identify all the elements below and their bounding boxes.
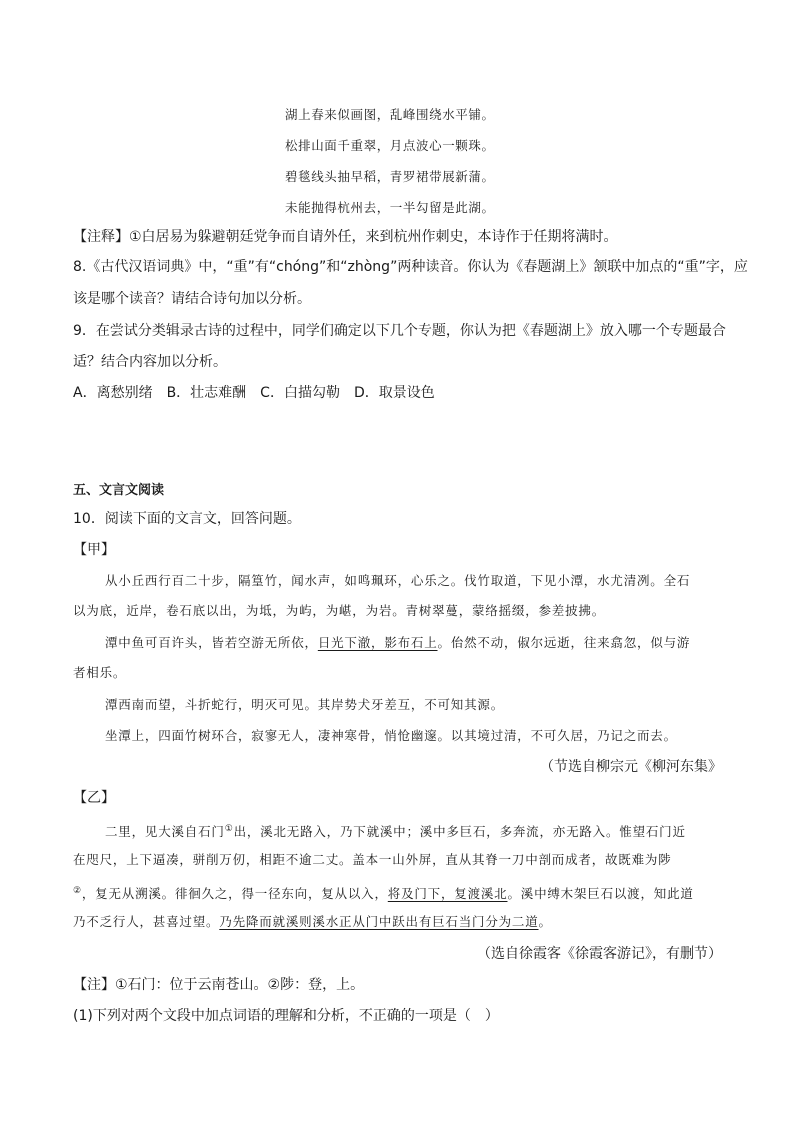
- passage-jia-p1-line1: 从小丘西行百二十步，隔篁竹，闻水声，如鸣珮环，心乐之。伐竹取道，下见小潭，水尤清冽。全石: [105, 573, 691, 588]
- passage-yi-line2: 在咫尺，上下逼凑，骈削万仞，相距不逾二丈。盖本一山外屏，直从其脊一刀中剖而成者，故既难为陟: [73, 852, 672, 867]
- passage-yi-line3: [73, 876, 722, 909]
- question-10: 10．阅读下面的文言文，回答问题。: [73, 511, 301, 527]
- underlined-sentence: 乃先降而就溪则溪水正从门中跃出有巨石当门分为二道: [219, 914, 539, 929]
- passage-text: 二里，见大溪自石门: [105, 824, 225, 839]
- poem-note: 【注释】①白居易为躲避朝廷党争而自请外任，来到杭州作刺史，本诗作于任期将满时。: [73, 229, 618, 245]
- question-9-line1: 9．在尝试分类辑录古诗的过程中，同学们确定以下几个专题，你认为把《春题湖上》放入哪一个专题最合: [73, 323, 726, 339]
- passage-jia-p2-line1: [105, 628, 722, 658]
- poem-line: 松排山面千重翠，月点波心一颗珠。: [285, 138, 495, 153]
- passage-text: 。佁然不动，俶尔远逝，往来翕忽，似与游: [437, 635, 691, 650]
- passage-jia-p4: 坐潭上，四面竹树环合，寂寥无人，凄神寒骨，悄怆幽邃。以其境过清，不可久居，乃记之而去。: [105, 728, 677, 743]
- footnote-marker: ①: [224, 824, 234, 834]
- annotation-note: 【注】①石门：位于云南苍山。②陟：登，上。: [73, 977, 365, 993]
- question-9-options: A．离愁别绪 B．壮志难酬 C．白描勾勒 D．取景设色: [73, 385, 435, 401]
- passage-text: 。溪中缚木架巨石以渡，知此道: [507, 886, 694, 901]
- passage-yi-line4: [73, 907, 722, 937]
- passage-text: 潭中鱼可百许头，皆若空游无所依，: [105, 635, 318, 650]
- question-8-line1: 8.《古代汉语词典》中，“重”有“chóng”和“zhòng”两种读音。你认为《春题湖上》颔联中加点的“重”字，应: [73, 259, 748, 275]
- question-8-line2: 该是哪个读音？请结合诗句加以分析。: [73, 291, 311, 307]
- passage-jia-p3: 潭西南而望，斗折蛇行，明灭可见。其岸势犬牙差互，不可知其源。: [105, 697, 505, 712]
- passage-jia-label: 【甲】: [73, 542, 115, 558]
- footnote-marker: ②: [73, 886, 82, 896]
- passage-jia-p2-line2: 者相乐。: [73, 665, 127, 680]
- passage-yi-source: （选自徐霞客《徐霞客游记》，有删节）: [477, 946, 722, 962]
- section-heading: 五、文言文阅读: [73, 483, 165, 498]
- poem-block: [285, 104, 495, 228]
- poem-line: 碧毯线头抽早稻，青罗裙带展新蒲。: [285, 169, 495, 184]
- passage-text: ，复无从溯溪。徘徊久之，得一径东向，复从以入，: [81, 886, 388, 901]
- passage-text: 。: [538, 914, 552, 929]
- poem-line: 未能抛得杭州去，一半勾留是此湖。: [285, 200, 495, 215]
- underlined-sentence: 日光下澈，影布石上: [317, 635, 438, 650]
- underlined-sentence: 将及门下，复渡溪北: [387, 886, 508, 901]
- passage-yi-line1: [105, 814, 722, 847]
- passage-jia-p1-line2: 以为底，近岸，卷石底以出，为坻，为屿，为嵁，为岩。青树翠蔓，蒙络摇缀，参差披拂。: [73, 603, 606, 618]
- passage-text: 出，溪北无路入，乃下就溪中；溪中多巨石，多奔流，亦无路入。惟望石门近: [233, 824, 686, 839]
- passage-text: 乃不乏行人，甚喜过望。: [73, 914, 220, 929]
- poem-line: 湖上春来似画图，乱峰围绕水平铺。: [285, 107, 495, 122]
- passage-yi-label: 【乙】: [73, 790, 115, 806]
- question-10-1: (1)下列对两个文段中加点词语的理解和分析，不正确的一项是（ ）: [73, 1008, 499, 1024]
- question-9-line2: 适？结合内容加以分析。: [73, 354, 227, 370]
- passage-jia-source: （节选自柳宗元《柳河东集》: [540, 759, 722, 775]
